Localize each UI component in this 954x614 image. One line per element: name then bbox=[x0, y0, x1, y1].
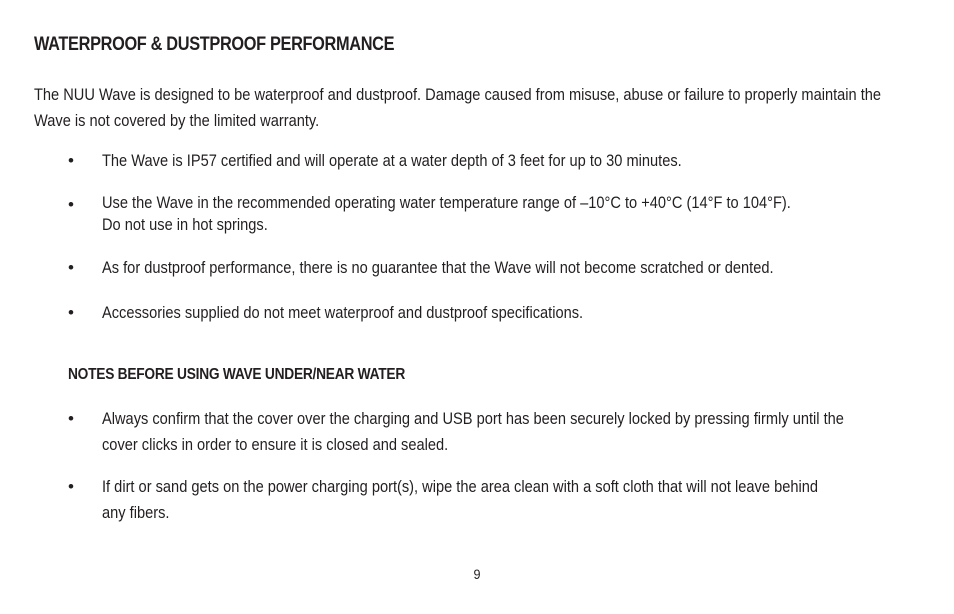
list-item-line: Do not use in hot springs. bbox=[102, 215, 268, 234]
list-item-line: Accessories supplied do not meet waterproof and dustproof specifications. bbox=[102, 303, 584, 322]
bullet-marker: • bbox=[68, 409, 74, 428]
bullet-marker: • bbox=[68, 258, 74, 277]
list-item-text bbox=[102, 474, 902, 526]
page-number: 9 bbox=[473, 566, 481, 582]
list-item-line: If dirt or sand gets on the power charging port(s), wipe the area clean with a soft cloth that will not leave behind bbox=[102, 477, 818, 496]
list-item-text bbox=[102, 192, 902, 236]
bullet-marker: • bbox=[68, 195, 74, 214]
list-item-text bbox=[102, 148, 902, 174]
list-item-line: The Wave is IP57 certified and will operate at a water depth of 3 feet for up to 30 minutes. bbox=[102, 151, 682, 170]
bullet-marker: • bbox=[68, 151, 74, 170]
list-item-line: Use the Wave in the recommended operating water temperature range of –10°C to +40°C (14°F to 104°F). bbox=[102, 193, 791, 212]
list-item-line: As for dustproof performance, there is no guarantee that the Wave will not become scratched or dented. bbox=[102, 258, 774, 277]
bullet-marker: • bbox=[68, 477, 74, 496]
intro-paragraph: The NUU Wave is designed to be waterproof and dustproof. Damage caused from misuse, abuse or failure to properly maintain the Wave is not covered by the limited warranty. bbox=[34, 85, 882, 130]
list-item-text bbox=[102, 255, 902, 281]
notes-heading: NOTES BEFORE USING WAVE UNDER/NEAR WATER bbox=[68, 366, 406, 383]
list-item-line: cover clicks in order to ensure it is closed and sealed. bbox=[102, 435, 449, 454]
list-item-line: Always confirm that the cover over the charging and USB port has been securely locked by pressing firmly until the bbox=[102, 409, 844, 428]
list-item-text bbox=[102, 300, 902, 326]
section-heading: WATERPROOF & DUSTPROOF PERFORMANCE bbox=[34, 34, 395, 55]
list-item-text bbox=[102, 406, 902, 458]
list-item-line: any fibers. bbox=[102, 503, 170, 522]
bullet-marker: • bbox=[68, 303, 74, 322]
